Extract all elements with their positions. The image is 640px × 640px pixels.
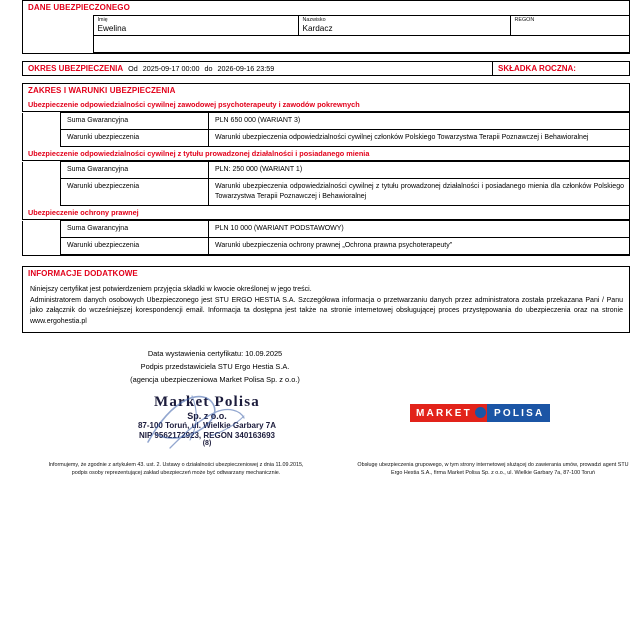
scope-block-heading-3: Ubezpieczenie ochrony prawnej	[22, 206, 630, 220]
insured-field-redacted-2[interactable]	[298, 36, 510, 53]
insured-field-firstname[interactable]	[93, 16, 298, 36]
agency-line: (agencja ubezpieczeniowa Market Polisa Sp. z o.o.)	[130, 375, 300, 384]
insured-data-table	[23, 15, 630, 53]
insured-section-title: DANE UBEZPIECZONEGO	[22, 0, 630, 15]
scope-conditions-value-2: Warunki ubezpieczenia odpowiedzialności cywilnej z tytułu prowadzonej działalności i posiadanego mienia dla członków Polskiego Towarzystwa Terapii Poznawczej i Behawioralnej	[209, 179, 630, 206]
period-to-label: do	[204, 64, 213, 73]
table-row	[23, 238, 630, 255]
scope-indent	[23, 221, 61, 238]
info-section-title: INFORMACJE DODATKOWE	[22, 266, 630, 281]
scope-block-heading-1: Ubezpieczenie odpowiedzialności cywilnej zawodowej psychoterapeuty i zawodów pokrewnych	[22, 98, 630, 112]
scope-sum-label-2: Suma Gwarancyjna	[61, 162, 209, 179]
logo-right-text: POLISA	[487, 404, 550, 422]
signature-section	[50, 347, 380, 386]
scope-sum-label-3: Suma Gwarancyjna	[61, 221, 209, 238]
scope-indent	[23, 179, 61, 206]
company-stamp	[82, 394, 332, 448]
table-row	[23, 162, 630, 179]
scope-indent	[23, 113, 61, 130]
scope-sum-label-1: Suma Gwarancyjna	[61, 113, 209, 130]
period-to-value: 2026-09-16 23:59	[217, 64, 275, 73]
info-lead-text: Niniejszy certyfikat jest potwierdzeniem przyjęcia składki w kwocie określonej w jego treści.	[30, 286, 312, 293]
market-polisa-logo	[410, 404, 550, 422]
table-row	[23, 113, 630, 130]
logo-puzzle-knob-icon	[474, 404, 487, 422]
insured-field-lastname-label: Nazwisko	[302, 17, 326, 23]
scope-block-heading-2: Ubezpieczenie odpowiedzialności cywilnej z tytułu prowadzonej działalności i posiadanego mienia	[22, 147, 630, 161]
scope-conditions-label-2: Warunki ubezpieczenia	[61, 179, 209, 206]
period-section	[22, 61, 630, 76]
representative-line: Podpis przedstawiciela STU Ergo Hestia S.A.	[140, 362, 290, 371]
insured-field-firstname-label: Imię	[97, 17, 108, 23]
stamp-and-logo-area	[22, 394, 630, 456]
period-label: OKRES UBEZPIECZENIA	[28, 64, 124, 73]
period-from-label: Od	[128, 64, 138, 73]
scope-sum-value-1: PLN 650 000 (WARIANT 3)	[209, 113, 630, 130]
stamp-legal-form: Sp. z o.o.	[187, 411, 227, 421]
table-row	[23, 16, 629, 36]
scope-sum-value-2: PLN: 250 000 (WARIANT 1)	[209, 162, 630, 179]
period-from-value: 2025-09-17 00:00	[142, 64, 200, 73]
scope-conditions-value-1: Warunki ubezpieczenia odpowiedzialności cywilnej członków Polskiego Towarzystwa Terapii Poznawczej i Behawioralnej	[209, 130, 630, 147]
insured-field-lastname-value: Kardacz	[302, 24, 333, 33]
footer-left-note: Informujemy, że zgodnie z artykułem 43. ust. 2. Ustawy o działalności ubezpieczeniowej z dnia 11.09.2015, podpis osoby reprezentującej zakład ubezpieczeń może być odtwarzany mechanicznie.	[48, 462, 304, 476]
logo-left-text: MARKET	[410, 404, 474, 422]
info-body-text: Administratorem danych osobowych Ubezpieczonego jest STU ERGO HESTIA S.A. Szczegółowa informacja o przetwarzaniu danych przez administratora została przekazana Pani / Panu jako załącznik do wcześniejszej korespondencji email. Informacja ta dostępna jest także na stronie internetowej obsługującej proces przystępowania do ubezpieczenia oraz na stronie www.ergohestia.pl	[30, 296, 623, 325]
insured-field-redacted-1[interactable]	[93, 36, 298, 53]
scope-conditions-label-1: Warunki ubezpieczenia	[61, 130, 209, 147]
insured-field-regon[interactable]	[510, 16, 629, 36]
stamp-address: 87-100 Toruń, ul. Wielkie Garbary 7A	[137, 421, 277, 430]
info-section	[22, 266, 630, 333]
scope-indent	[23, 238, 61, 255]
table-row	[23, 36, 629, 53]
table-row	[23, 179, 630, 206]
stamp-tax-ids: NIP 9562172923, REGON 340163693	[139, 430, 275, 440]
scope-bottom-rule	[22, 255, 630, 256]
table-row	[23, 221, 630, 238]
scope-section	[22, 83, 630, 256]
premium-label: SKŁADKA ROCZNA:	[498, 64, 576, 73]
premium-right	[493, 62, 629, 75]
info-section-body	[22, 281, 630, 333]
issue-date-line: Data wystawienia certyfikatu: 10.09.2025	[147, 349, 283, 358]
insured-left-gutter	[23, 16, 93, 36]
insured-field-firstname-value: Ewelina	[97, 24, 127, 33]
scope-conditions-value-3: Warunki ubezpieczenia ochrony prawnej „Ochrona prawna psychoterapeuty”	[209, 238, 630, 255]
certificate-sheet	[22, 0, 630, 508]
scope-conditions-label-3: Warunki ubezpieczenia	[61, 238, 209, 255]
scope-sum-value-3: PLN 10 000 (WARIANT PODSTAWOWY)	[209, 221, 630, 238]
insured-data-table-wrap	[22, 15, 630, 54]
footer-right-note: Obsługę ubezpieczenia grupowego, w tym strony internetowej służącej do zawierania umów, prowadzi agent STU Ergo Hestia S.A., firma Market Polisa Sp. z o.o., ul. Wielkie Garbary 7a, 87-100 Toruń	[357, 462, 629, 476]
stamp-number: (8)	[202, 440, 212, 447]
scope-indent	[23, 130, 61, 147]
insured-field-regon-label: REGON	[514, 17, 535, 23]
scope-block-table-2	[22, 161, 630, 206]
scope-indent	[23, 162, 61, 179]
scope-section-title: ZAKRES I WARUNKI UBEZPIECZENIA	[22, 83, 630, 98]
stamp-company-name: Market Polisa	[154, 394, 260, 410]
scope-block-table-3	[22, 220, 630, 255]
footer-section	[22, 462, 630, 508]
table-row	[23, 130, 630, 147]
insured-field-redacted-3[interactable]	[510, 36, 629, 53]
insured-left-gutter-2	[23, 36, 93, 53]
period-left	[23, 62, 493, 75]
scope-block-table-1	[22, 112, 630, 147]
insured-field-lastname[interactable]	[298, 16, 510, 36]
